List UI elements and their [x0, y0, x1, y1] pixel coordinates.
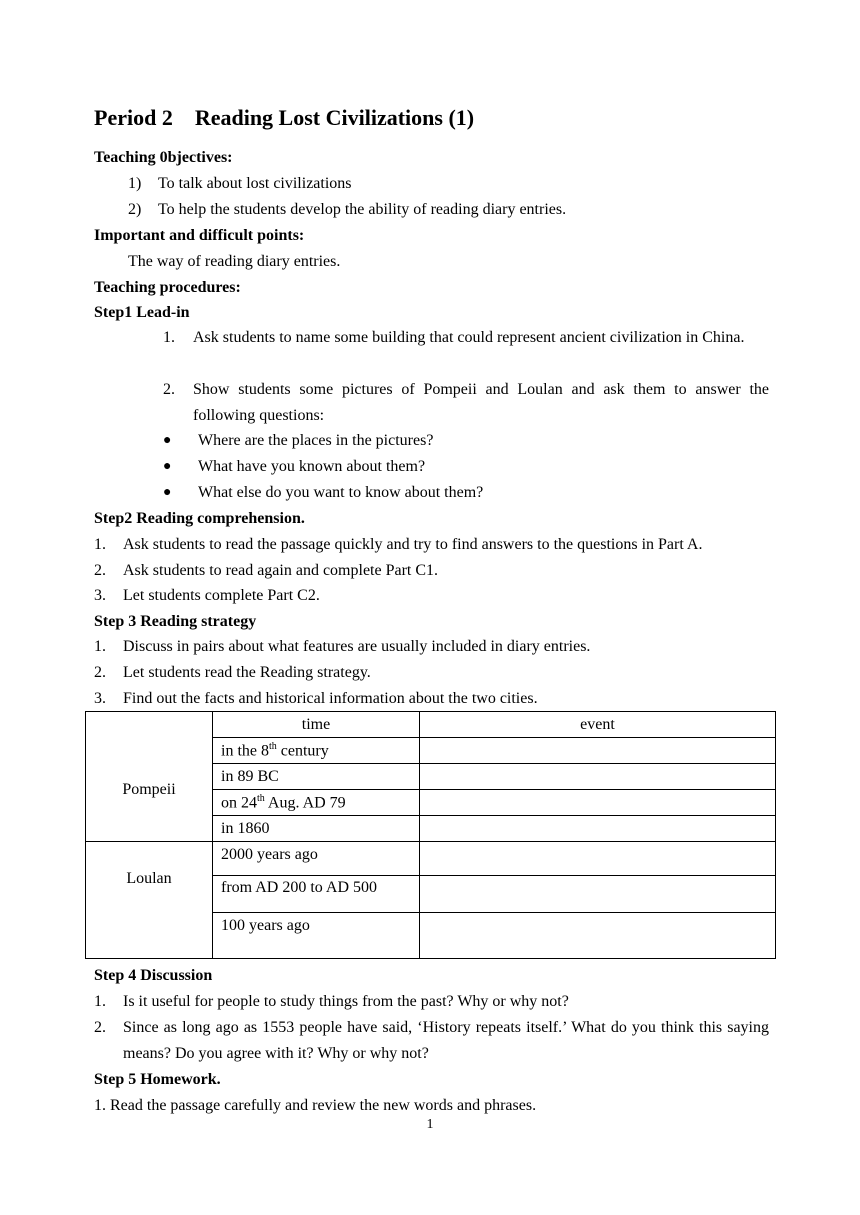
place-cell-pompeii	[86, 712, 213, 842]
step2-item-text: Ask students to read again and complete Part C1.	[123, 562, 439, 579]
event-cell	[420, 876, 776, 913]
event-cell	[420, 738, 776, 764]
step2-item-number: 1.	[94, 536, 106, 553]
step3-item-text: Let students read the Reading strategy.	[123, 664, 371, 681]
step4-item-text: Since as long ago as 1553 people have said, ‘History repeats itself.’ What do you think this saying means? Do you agree with it? Why or why not?	[123, 1019, 769, 1062]
place-label: Pompeii	[122, 780, 176, 798]
time-text: on 24	[221, 794, 257, 812]
step1-item-text: Ask students to name some building that could represent ancient civilization in China.	[193, 329, 745, 346]
page-number: 1	[426, 1117, 434, 1132]
time-text: in the 8	[221, 742, 269, 760]
objective-text: To talk about lost civilizations	[158, 175, 352, 192]
step4-item-number: 2.	[94, 1019, 106, 1036]
objective-number: 2)	[128, 201, 142, 218]
table-row	[86, 842, 776, 876]
step1-question: What else do you want to know about them?	[198, 484, 484, 501]
step3-item-text: Discuss in pairs about what features are usually included in diary entries.	[123, 638, 591, 655]
step3-heading: Step 3 Reading strategy	[94, 613, 257, 630]
step4-item-number: 1.	[94, 993, 106, 1010]
bullet-icon: ●	[163, 459, 172, 474]
step2-item-number: 2.	[94, 562, 106, 579]
event-cell	[420, 764, 776, 790]
step2-item-number: 3.	[94, 587, 106, 604]
objective-text: To help the students develop the ability of reading diary entries.	[158, 201, 567, 218]
homework-text: 1. Read the passage carefully and review the new words and phrases.	[94, 1097, 537, 1114]
place-label: Loulan	[126, 870, 172, 887]
page-title: Period 2 Reading Lost Civilizations (1)	[94, 105, 475, 130]
bullet-icon: ●	[163, 433, 172, 448]
points-text: The way of reading diary entries.	[128, 253, 341, 270]
points-heading: Important and difficult points:	[94, 227, 305, 244]
step1-item-number: 1.	[163, 329, 175, 346]
event-column-header: event	[420, 712, 776, 738]
event-cell	[420, 790, 776, 816]
step1-question: What have you known about them?	[198, 458, 426, 475]
bullet-icon: ●	[163, 485, 172, 500]
event-cell	[420, 913, 776, 959]
step2-heading: Step2 Reading comprehension.	[94, 510, 305, 527]
events-table	[85, 711, 776, 959]
step4-heading: Step 4 Discussion	[94, 967, 213, 984]
step2-item-text: Let students complete Part C2.	[123, 587, 320, 604]
event-cell	[420, 816, 776, 842]
step1-heading: Step1 Lead-in	[94, 304, 190, 321]
step5-heading: Step 5 Homework.	[94, 1071, 221, 1088]
objective-number: 1)	[128, 175, 142, 192]
step1-item-number: 2.	[163, 381, 175, 398]
event-cell	[420, 842, 776, 876]
step2-item-text: Ask students to read the passage quickly and try to find answers to the questions in Part A.	[123, 536, 703, 553]
time-cell: from AD 200 to AD 500	[213, 876, 420, 913]
step3-item-number: 3.	[94, 690, 106, 707]
time-text: century	[276, 742, 329, 760]
time-cell: in 1860	[213, 816, 420, 842]
objectives-heading: Teaching 0bjectives:	[94, 149, 233, 166]
time-cell: 2000 years ago	[213, 842, 420, 876]
time-cell: in 89 BC	[213, 764, 420, 790]
step3-item-text: Find out the facts and historical information about the two cities.	[123, 690, 538, 707]
step1-item-text: Show students some pictures of Pompeii and Loulan and ask them to answer the following questions:	[193, 381, 769, 424]
step3-item-number: 1.	[94, 638, 106, 655]
ordinal-suffix: th	[257, 792, 265, 804]
time-text: Aug. AD 79	[264, 794, 346, 812]
time-column-header: time	[213, 712, 420, 738]
time-cell	[213, 790, 420, 816]
step1-question: Where are the places in the pictures?	[198, 432, 434, 449]
procedures-heading: Teaching procedures:	[94, 279, 241, 296]
ordinal-suffix: th	[269, 740, 277, 752]
time-cell: 100 years ago	[213, 913, 420, 959]
time-cell	[213, 738, 420, 764]
step3-item-number: 2.	[94, 664, 106, 681]
table-header-row	[86, 712, 776, 738]
step4-item-text: Is it useful for people to study things from the past? Why or why not?	[123, 993, 569, 1010]
place-cell-loulan	[86, 842, 213, 959]
